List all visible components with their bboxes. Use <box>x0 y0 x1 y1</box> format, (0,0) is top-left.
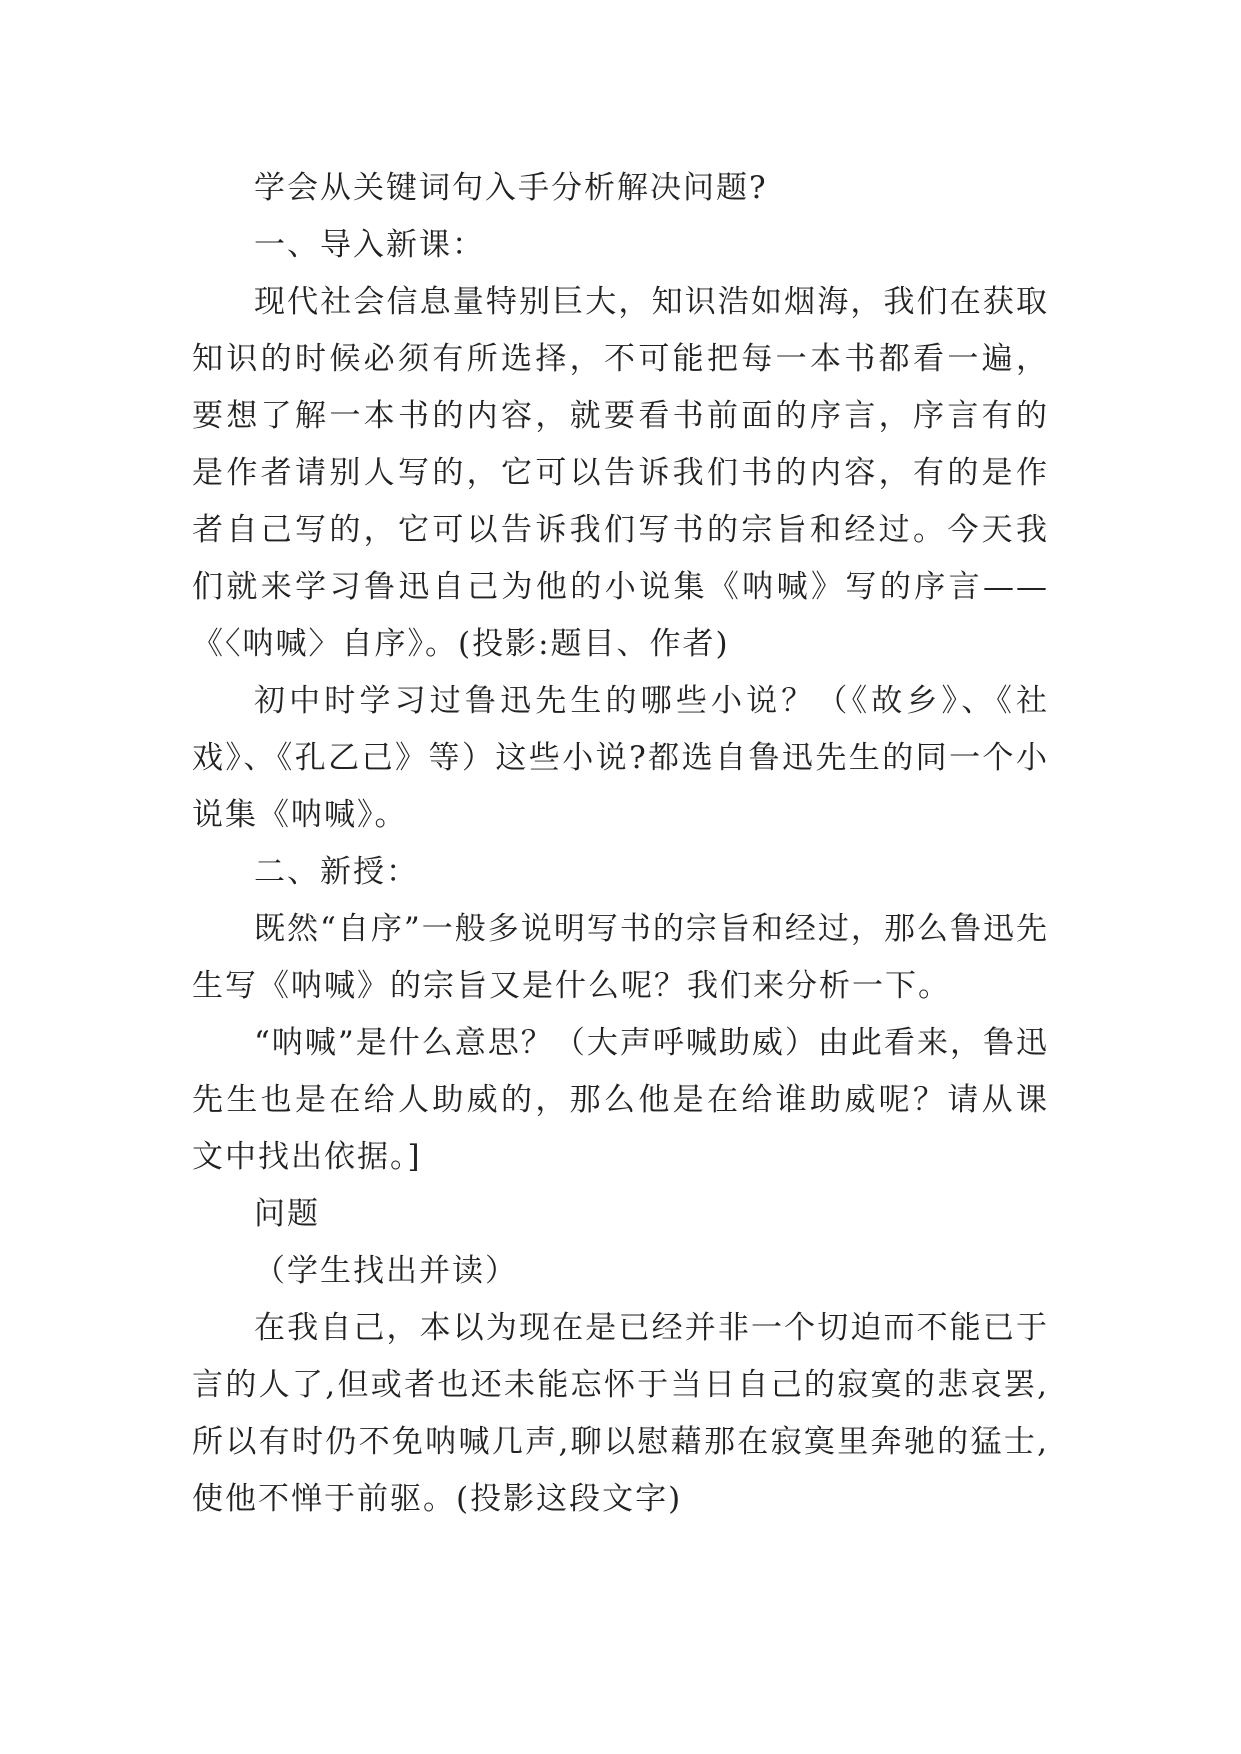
paragraph-introduction: 现代社会信息量特别巨大，知识浩如烟海，我们在获取知识的时候必须有所选择，不可能把每一本书都看一遍，要想了解一本书的内容，就要看书前面的序言，序言有的是作者请别人写的，它可以告诉我们书的内容，有的是作者自己写的，它可以告诉我们写书的宗旨和经过。今天我们就来学习鲁迅自己为他的小说集《呐喊》写的序言——《〈呐喊〉自序》。(投影:题目、作者) <box>192 284 1049 662</box>
paragraph-student-task: （学生找出并读） <box>254 1253 518 1289</box>
paragraph-objective: 学会从关键词句入手分析解决问题? <box>254 170 768 206</box>
heading-introduction: 一、导入新课： <box>254 227 485 263</box>
document-body <box>192 160 1049 1528</box>
heading-new-lesson: 二、新授： <box>254 854 419 890</box>
paragraph-meaning-nahan: “呐喊”是什么意思？（大声呼喊助威）由此看来，鲁迅先生也是在给人助威的，那么他是在给谁助威呢？请从课文中找出依据。] <box>192 1025 1049 1175</box>
paragraph-quotation: 在我自己，本以为现在是已经并非一个切迫而不能已于言的人了,但或者也还未能忘怀于当日自己的寂寞的悲哀罢,所以有时仍不免呐喊几声,聊以慰藉那在寂寞里奔驰的猛士,使他不惮于前驱。(投影这段文字) <box>192 1310 1049 1517</box>
paragraph-question-stories: 初中时学习过鲁迅先生的哪些小说？（《故乡》、《社戏》、《孔乙己》等）这些小说?都选自鲁迅先生的同一个小说集《呐喊》。 <box>192 683 1049 833</box>
paragraph-question-label: 问题 <box>254 1196 320 1232</box>
paragraph-preface-purpose: 既然“自序”一般多说明写书的宗旨和经过，那么鲁迅先生写《呐喊》的宗旨又是什么呢？我们来分析一下。 <box>192 911 1049 1004</box>
